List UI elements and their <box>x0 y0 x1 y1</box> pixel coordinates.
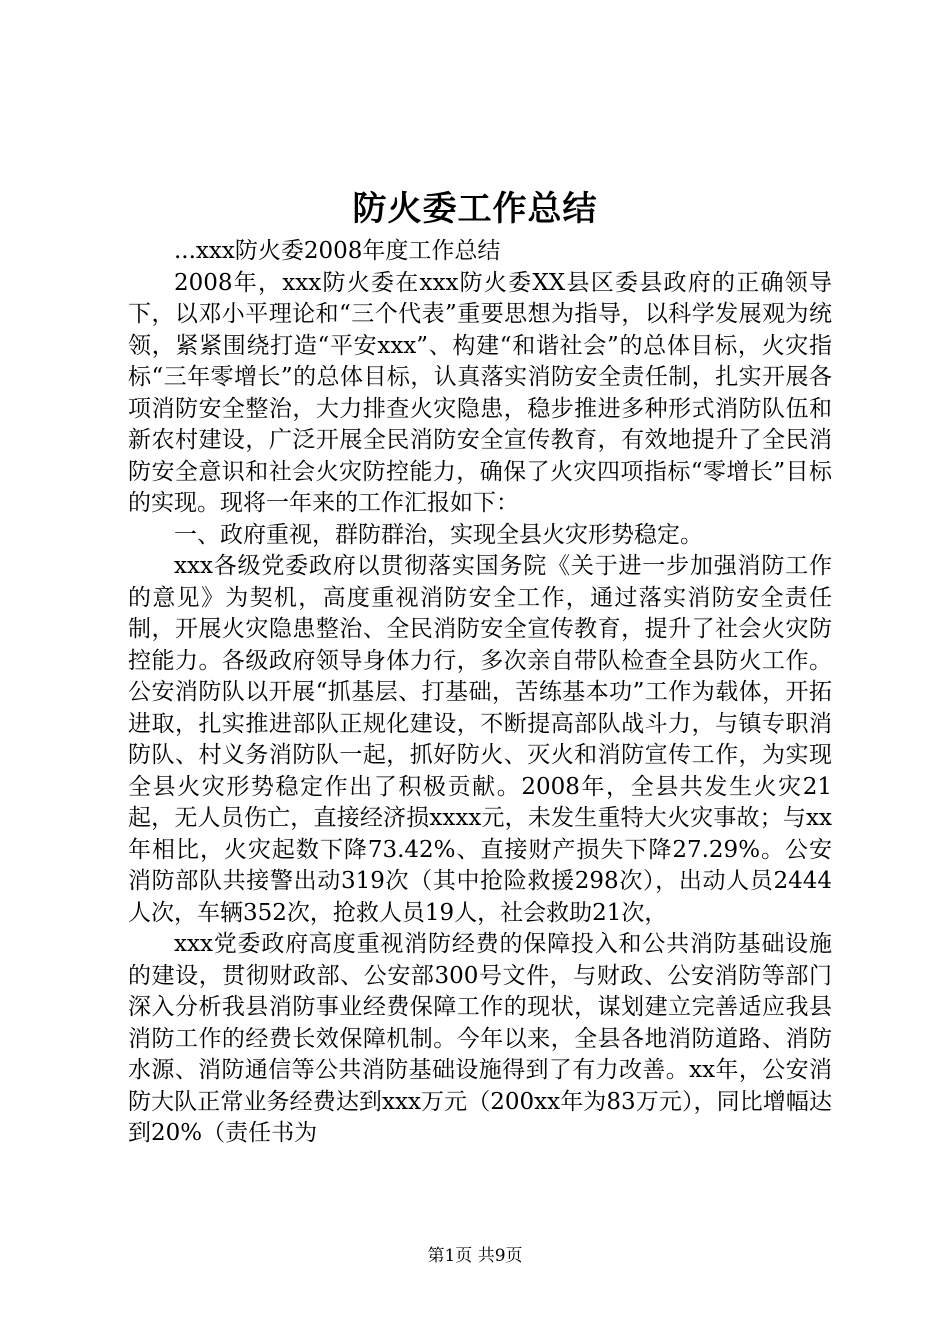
page-number-footer: 第1页 共9页 <box>427 1246 523 1266</box>
paragraph-section-body: xxx各级党委政府以贯彻落实国务院《关于进一步加强消防工作的意见》为契机，高度重视消防安全工作，通过落实消防安全责任制，开展火灾隐患整治、全民消防安全宣传教育，提升了社会火灾防控能力。各级政府领导身体力行，多次亲自带队检查全县防火工作。公安消防队以开展“抓基层、打基础，苦练基本功”工作为载体，开拓进取，扎实推进部队正规化建设，不断提高部队战斗力，与镇专职消防队、村义务消防队一起，抓好防火、灭火和消防宣传工作，为实现全县火灾形势稳定作出了积极贡献。2008年，全县共发生火灾21起，无人员伤亡，直接经济损xxxx元，未发生重特大火灾事故；与xx年相比，火灾起数下降73.42%、直接财产损失下降27.29%。公安消防部队共接警出动319次（其中抢险救援298次），出动人员2444人次，车辆352次，抢救人员19人，社会救助21次， <box>128 553 832 926</box>
paragraph-section-heading: 一、政府重视，群防群治，实现全县火灾形势稳定。 <box>174 521 703 548</box>
paragraph-intro: 2008年，xxx防火委在xxx防火委XX县区委县政府的正确领导下，以邓小平理论和“三个代表”重要思想为指导，以科学发展观为统领，紧紧围绕打造“平安xxx”、构建“和谐社会”的总体目标，火灾指标“三年零增长”的总体目标，认真落实消防安全责任制，扎实开展各项消防安全整治，大力排查火灾隐患，稳步推进多种形式消防队伍和新农村建设，广泛开展全民消防安全宣传教育，有效地提升了全民消防安全意识和社会火灾防控能力，确保了火灾四项指标“零增长”目标的实现。现将一年来的工作汇报如下： <box>128 269 832 516</box>
page-title: 防火委工作总结 <box>352 189 598 229</box>
document-body <box>128 236 832 1150</box>
paragraph-subtitle: ...xxx防火委2008年度工作总结 <box>174 238 501 264</box>
paragraph-funding: xxx党委政府高度重视消防经费的保障投入和公共消防基础设施的建设，贯彻财政部、公安部300号文件，与财政、公安消防等部门深入分析我县消防事业经费保障工作的现状，谋划建立完善适应我县消防工作的经费长效保障机制。今年以来，全县各地消防道路、消防水源、消防通信等公共消防基础设施得到了有力改善。xx年，公安消防大队正常业务经费达到xxx万元（200xx年为83万元），同比增幅达到20%（责任书为 <box>128 931 832 1146</box>
